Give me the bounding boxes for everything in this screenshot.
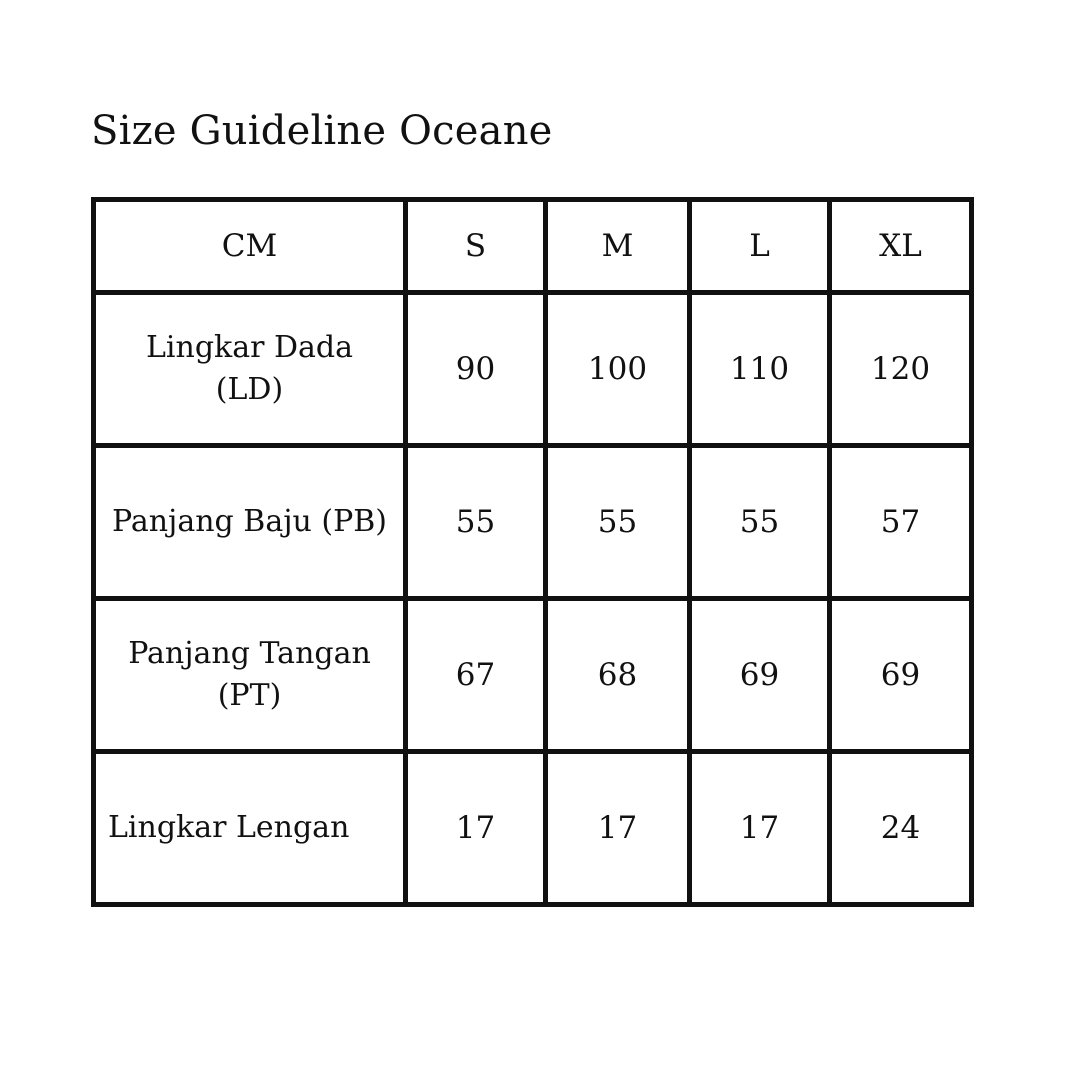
size-header-m: M — [546, 200, 690, 293]
cell-value: 17 — [406, 752, 546, 905]
row-label-line: Lingkar Dada — [145, 330, 353, 365]
size-header-l: L — [690, 200, 830, 293]
row-label-panjang-tangan — [94, 599, 406, 752]
row-label-line: Lingkar Lengan — [108, 810, 350, 845]
table-row-panjang-tangan — [94, 599, 972, 752]
row-label-abbrev: (PT) — [217, 678, 282, 713]
cell-value: 68 — [546, 599, 690, 752]
row-label-line: Panjang Tangan — [128, 636, 371, 671]
page-title: Size Guideline Oceane — [91, 108, 553, 154]
table-row-panjang-baju — [94, 446, 972, 599]
cell-value: 55 — [546, 446, 690, 599]
size-header-s: S — [406, 200, 546, 293]
cell-value: 57 — [830, 446, 972, 599]
cell-value: 55 — [690, 446, 830, 599]
cell-value: 120 — [830, 293, 972, 446]
cell-value: 100 — [546, 293, 690, 446]
cell-value: 90 — [406, 293, 546, 446]
cell-value: 24 — [830, 752, 972, 905]
unit-header: CM — [94, 200, 406, 293]
row-label-line: Panjang Baju (PB) — [111, 504, 388, 539]
header-row — [94, 200, 972, 293]
cell-value: 67 — [406, 599, 546, 752]
cell-value: 17 — [690, 752, 830, 905]
row-label-lingkar-dada — [94, 293, 406, 446]
size-chart-table — [91, 197, 974, 907]
table-row-lingkar-dada — [94, 293, 972, 446]
size-header-xl: XL — [830, 200, 972, 293]
row-label-lingkar-lengan — [94, 752, 406, 905]
cell-value: 55 — [406, 446, 546, 599]
cell-value: 69 — [690, 599, 830, 752]
table-row-lingkar-lengan — [94, 752, 972, 905]
cell-value: 110 — [690, 293, 830, 446]
cell-value: 69 — [830, 599, 972, 752]
row-label-abbrev: (LD) — [215, 372, 284, 407]
row-label-panjang-baju — [94, 446, 406, 599]
cell-value: 17 — [546, 752, 690, 905]
